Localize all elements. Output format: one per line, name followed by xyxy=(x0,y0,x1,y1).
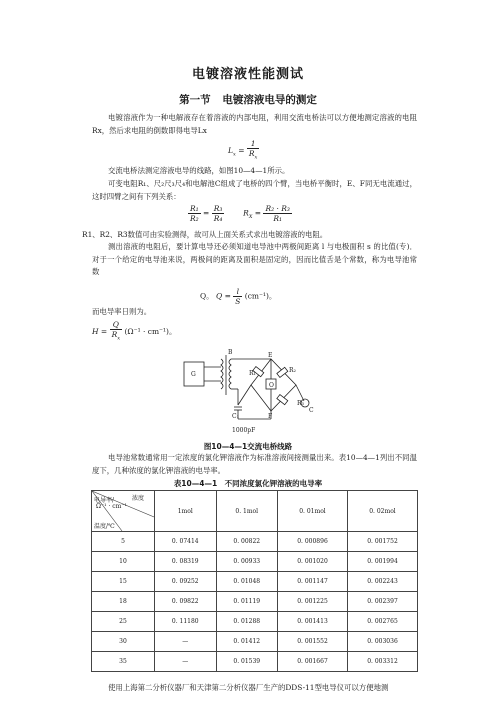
value-cell: 0. 001994 xyxy=(347,552,417,572)
conductivity-table xyxy=(91,490,418,672)
bridge-circuit-diagram xyxy=(176,345,326,437)
value-cell: 0. 09822 xyxy=(155,592,217,612)
figure-caption: 图10—4—1交流电桥线路 xyxy=(203,442,293,451)
column-header: 1mol xyxy=(155,491,217,532)
value-cell: 0. 001752 xyxy=(347,532,417,552)
value-cell: 0. 01048 xyxy=(216,572,278,592)
header-temperature: 温度/℃ xyxy=(94,523,115,530)
value-cell: 0. 00933 xyxy=(216,552,278,572)
temperature-cell: 5 xyxy=(92,532,155,552)
table-caption: 表10—4—1 不同浓度氯化钾溶液的电导率 xyxy=(173,479,323,488)
table-row xyxy=(92,572,418,592)
value-cell: 0. 001552 xyxy=(278,632,348,652)
label-b: B xyxy=(228,349,233,356)
table-row xyxy=(92,612,418,632)
formula-bridge-balance: $\frac{\text{R₁}}{\text{R₂}}$ = $\frac{\text{R₃}}{\text{R₄}}$ $R_X$ = $\frac{\text{R₂ · R₃}}{\text{R₁}}$ xyxy=(190,204,290,223)
label-r2: R₂ xyxy=(289,367,296,374)
value-cell: 0. 002243 xyxy=(347,572,417,592)
value-cell: 0. 09252 xyxy=(155,572,217,592)
formula-conductance: $L_x$ = $\frac{1}{R_x}$ xyxy=(228,139,258,161)
label-r1: R₁ xyxy=(249,370,256,377)
value-cell: 0. 003036 xyxy=(347,632,417,652)
section-heading xyxy=(0,92,496,107)
value-cell: 0. 000896 xyxy=(278,532,348,552)
temperature-cell: 35 xyxy=(92,652,155,672)
temperature-cell: 15 xyxy=(92,572,155,592)
paragraph-bridge: 可变电阻R₁、尺₂尺₃尺₄和电解池C组成了电桥的四个臂，当电桥平衡时，E、F同无电流通过，这时四臂之间有下列关系： xyxy=(92,179,417,201)
header-unit: Ω⁻¹ · cm⁻¹ xyxy=(96,503,127,510)
section-number: 第一节 xyxy=(179,94,211,106)
label-r3: R₃ xyxy=(297,400,304,407)
table-row xyxy=(92,532,418,552)
value-cell: 0. 01119 xyxy=(216,592,278,612)
label-c: C xyxy=(309,407,314,414)
header-conductivity: 电导率/ xyxy=(94,497,115,504)
transformer-secondary xyxy=(229,359,231,389)
label-o: O xyxy=(269,382,274,389)
table-row xyxy=(92,592,418,612)
document-title: 电镀溶液性能测试 xyxy=(191,67,304,82)
paragraph-standard-solution: 电导池常数通常用一定浓度的氯化钾溶液作为标准溶液间接测量出来。表10—4—1列出不同温度下，几种浓度的氯化钾溶液的电导率。 xyxy=(92,453,417,475)
value-cell: 0. 01288 xyxy=(216,612,278,632)
paragraph-cell-constant: 测出溶液的电阻后，要计算电导还必须知道电导池中两极间距离 l 与电极面积 s 的比值(专)．对于一个给定的电导池来说，两极间的距离及面积是固定的，因而比值舌是个常数，称为电导池常数 xyxy=(92,242,417,276)
value-cell: 0. 11180 xyxy=(155,612,217,632)
table-row xyxy=(92,652,418,672)
value-cell: — xyxy=(155,632,217,652)
section-name: 电镀溶液电导的测定 xyxy=(222,94,317,106)
label-capacitance: 1000pF xyxy=(232,427,256,434)
label-g: G xyxy=(191,371,196,378)
column-header: 0. 01mol xyxy=(278,491,348,532)
label-c1: C₁ xyxy=(232,413,239,420)
temperature-cell: 30 xyxy=(92,632,155,652)
value-cell: 0. 07414 xyxy=(155,532,217,552)
paragraph-circuit-ref: 交流电桥法测定溶液电导的线路，如图10—4—1所示。 xyxy=(108,166,290,175)
table-row xyxy=(92,632,418,652)
temperature-cell: 25 xyxy=(92,612,155,632)
value-cell: 0. 003312 xyxy=(347,652,417,672)
label-f: F xyxy=(268,413,273,420)
value-cell: 0. 001147 xyxy=(278,572,348,592)
paragraph-instrument: 使用上海第二分析仪器厂和天津第二分析仪器厂生产的DDS-11型电导仪可以方便地测 xyxy=(108,683,389,692)
paragraph-intro: 电镀溶液作为一种电解液存在着溶液的内部电阻，利用交流电桥法可以方便地测定溶液的电阻Rx，然后求电阻的倒数即得电导Lx xyxy=(92,113,417,135)
value-cell: 0. 001020 xyxy=(278,552,348,572)
temperature-cell: 18 xyxy=(92,592,155,612)
value-cell: 0. 08319 xyxy=(155,552,217,572)
table-row xyxy=(92,552,418,572)
paragraph-values: R1、R2、R3数值可由实验测得，故可从上面关系式求出电镀溶液的电阻。 xyxy=(82,230,328,239)
label-e: E xyxy=(268,352,273,359)
column-header: 0. 1mol xyxy=(216,491,278,532)
value-cell: 0. 002397 xyxy=(347,592,417,612)
formula-cell-constant: Q。 Q = $\frac{l}{S}$ (cm⁻¹)。 xyxy=(200,287,277,306)
transformer-primary xyxy=(221,359,223,389)
formula-conductivity: H = $\frac{Q}{R_x}$ (Ω⁻¹ · cm⁻¹)。 xyxy=(92,320,177,342)
value-cell: 0. 001413 xyxy=(278,612,348,632)
value-cell: 0. 01412 xyxy=(216,632,278,652)
value-cell: 0. 00822 xyxy=(216,532,278,552)
column-header: 0. 02mol xyxy=(347,491,417,532)
table-header-row xyxy=(92,491,418,532)
value-cell: — xyxy=(155,652,217,672)
value-cell: 0. 001667 xyxy=(278,652,348,672)
value-cell: 0. 01539 xyxy=(216,652,278,672)
temperature-cell: 10 xyxy=(92,552,155,572)
value-cell: 0. 002765 xyxy=(347,612,417,632)
header-concentration: 浓度 xyxy=(132,495,145,502)
paragraph-conductivity: 而电导率日则为。 xyxy=(92,307,152,316)
value-cell: 0. 001225 xyxy=(278,592,348,612)
table-corner-header xyxy=(92,491,155,532)
resistor-r2 xyxy=(277,367,288,377)
